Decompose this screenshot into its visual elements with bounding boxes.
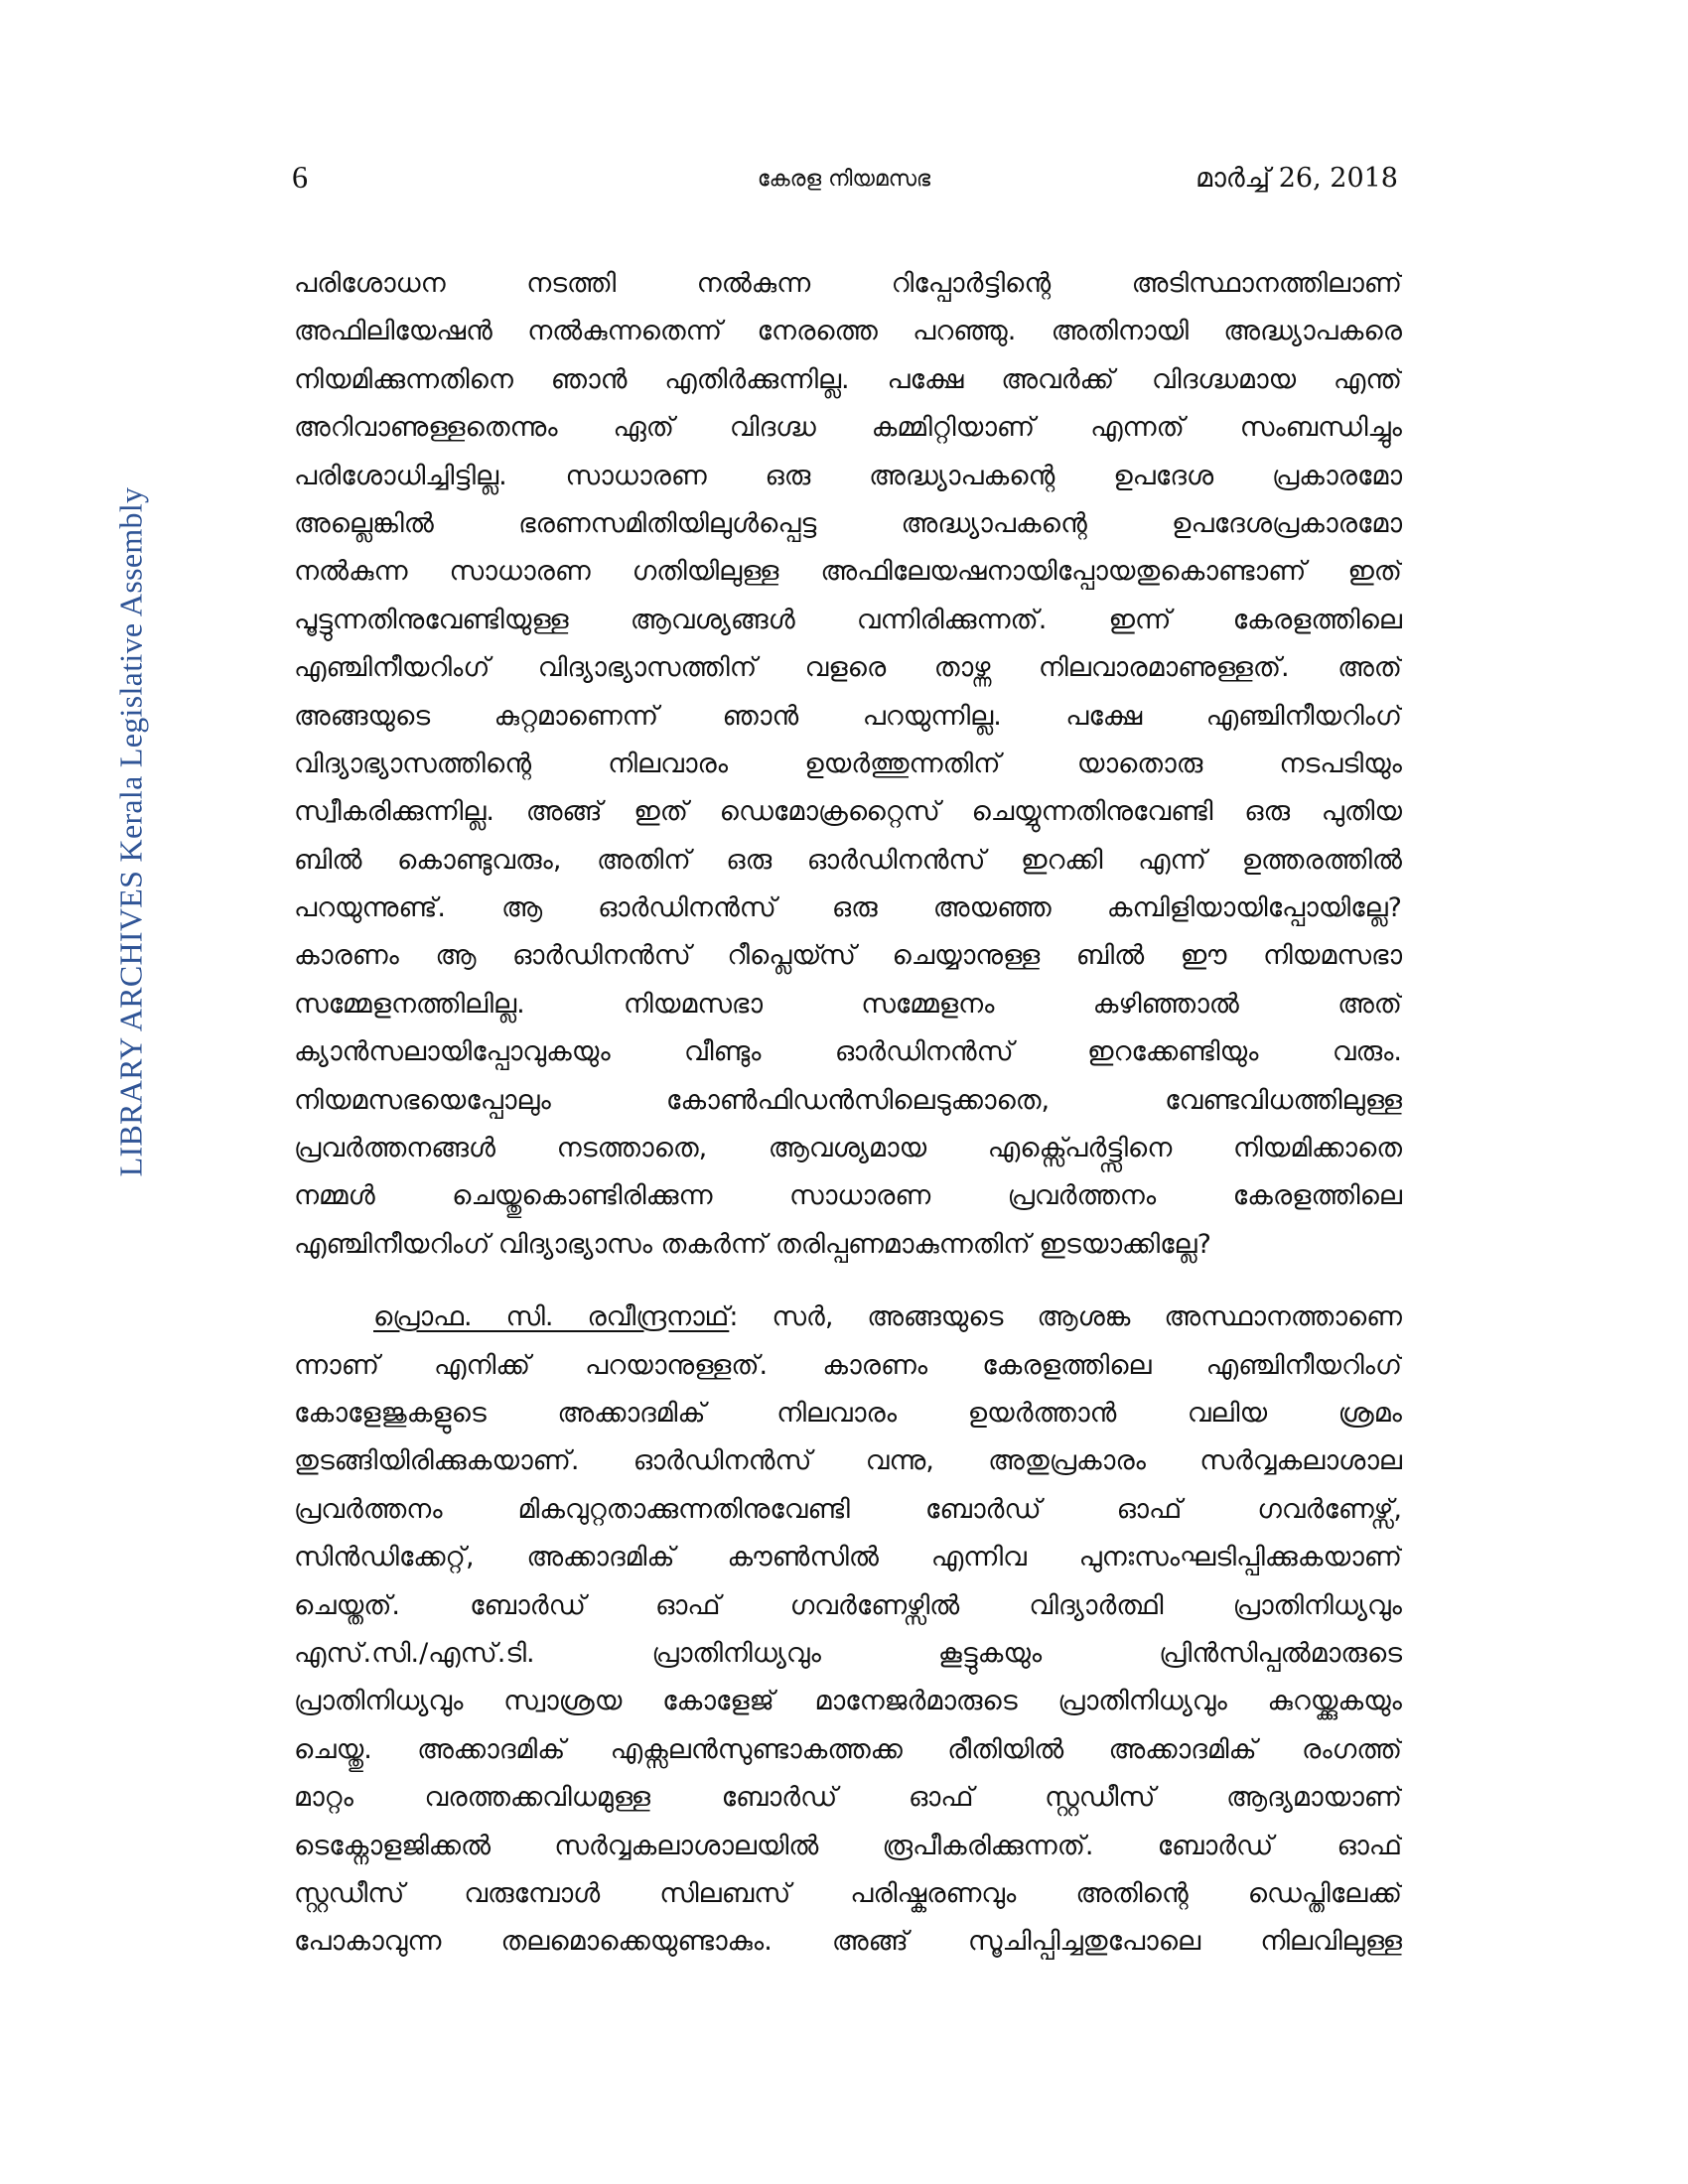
- text-line: അഫിലിയേഷൻ നൽകുന്നതെന്ന് നേരത്തെ പറഞ്ഞു. അതിനായി അദ്ധ്യാപകരെ: [294, 316, 1402, 347]
- page-number: 6: [292, 159, 308, 195]
- text-line: സിൻഡിക്കേറ്റ്, അക്കാദമിക് കൗൺസിൽ എന്നിവ പുനഃസംഘടിപ്പിക്കുകയാണ്: [294, 1542, 1402, 1573]
- text-line: നമ്മൾ ചെയ്തുകൊണ്ടിരിക്കുന്ന സാധാരണ പ്രവർത്തനം കേരളത്തിലെ: [294, 1180, 1402, 1212]
- text-line: ബിൽ കൊണ്ടുവരും, അതിന് ഒരു ഓർഡിനൻസ് ഇറക്കി എന്ന് ഉത്തരത്തിൽ: [294, 844, 1402, 876]
- speaker-line: [294, 1294, 1402, 1341]
- text-line: പോകാവുന്ന തലമൊക്കെയുണ്ടാകും. അങ്ങ് സൂചിപ്പിച്ചതുപോലെ നിലവിലുള്ള: [294, 1926, 1402, 1958]
- text-line: നിയമസഭയെപ്പോലും കോൺഫിഡൻസിലെടുക്കാതെ, വേണ്ടവിധത്തിലുള്ള: [294, 1084, 1402, 1116]
- text-line: ടെക്നോളജിക്കൽ സർവ്വകലാശാലയിൽ രൂപീകരിക്കുന്നത്. ബോർഡ് ഓഫ്: [294, 1830, 1402, 1861]
- text-line: വിദ്യാഭ്യാസത്തിന്റെ നിലവാരം ഉയർത്തുന്നതിന് യാതൊരു നടപടിയും: [294, 748, 1402, 779]
- watermark-text: LIBRARY ARCHIVES Kerala Legislative Assembly: [112, 486, 149, 1177]
- text-line: നൽകുന്ന സാധാരണ ഗതിയിലുള്ള അഫിലേയഷനായിപ്പോയതുകൊണ്ടാണ് ഇത്: [294, 556, 1402, 588]
- text-line: സ്വീകരിക്കുന്നില്ല. അങ്ങ് ഇത് ഡെമോക്രറ്റൈസ് ചെയ്യുന്നതിനുവേണ്ടി ഒരു പുതിയ: [294, 796, 1402, 828]
- text-line: പ്രാതിനിധ്യവും സ്വാശ്രയ കോളേജ് മാനേജർമാരുടെ പ്രാതിനിധ്യവും കുറയ്ക്കുകയും: [294, 1686, 1402, 1717]
- text-line: പരിശോധിച്ചിട്ടില്ല. സാധാരണ ഒരു അദ്ധ്യാപകന്റെ ഉപദേശ പ്രകാരമോ: [294, 460, 1402, 491]
- text-line: പറയുന്നുണ്ട്. ആ ഓർഡിനൻസ് ഒരു അയഞ്ഞ കമ്പിളിയായിപ്പോയില്ലേ?: [294, 892, 1402, 924]
- text-line: സ്റ്റഡീസ് വരുമ്പോൾ സിലബസ് പരിഷ്കരണവും അതിന്റെ ഡെപ്തിലേക്ക്: [294, 1877, 1402, 1909]
- text-line: കാരണം ആ ഓർഡിനൻസ് റീപ്ലെയ്സ് ചെയ്യാനുള്ള ബിൽ ഈ നിയമസഭാ: [294, 940, 1402, 972]
- text-line: ചെയ്തത്. ബോർഡ് ഓഫ് ഗവർണേഴ്സിൽ വിദ്യാർത്ഥി പ്രാതിനിധ്യവും: [294, 1589, 1402, 1621]
- text-line: മാറ്റം വരത്തക്കവിധമുള്ള ബോർഡ് ഓഫ് സ്റ്റഡീസ് ആദ്യമായാണ്: [294, 1782, 1402, 1814]
- text-line: സമ്മേളനത്തിലില്ല. നിയമസഭാ സമ്മേളനം കഴിഞ്ഞാൽ അത്: [294, 988, 1402, 1020]
- text-line: എഞ്ചിനീയറിംഗ് വിദ്യാഭ്യാസത്തിന് വളരെ താഴ്ന്ന നിലവാരമാണുള്ളത്. അത്: [294, 652, 1402, 684]
- text-line: നിയമിക്കുന്നതിനെ ഞാൻ എതിർക്കുന്നില്ല. പക്ഷേ അവർക്ക് വിദഗ്ദ്ധമായ എന്ത്: [294, 363, 1402, 395]
- text-line: തുടങ്ങിയിരിക്കുകയാണ്. ഓർഡിനൻസ് വന്നു, അതുപ്രകാരം സർവ്വകലാശാല: [294, 1445, 1402, 1477]
- body-text: [294, 260, 1402, 1967]
- text-line: ന്നാണ് എനിക്ക് പറയാനുള്ളത്. കാരണം കേരളത്തിലെ എഞ്ചിനീയറിംഗ്: [294, 1349, 1402, 1381]
- paragraph-1: [294, 260, 1402, 1269]
- text-line: പരിശോധന നടത്തി നൽകുന്ന റിപ്പോർട്ടിന്റെ അടിസ്ഥാനത്തിലാണ്: [294, 268, 1402, 299]
- text-line: എസ്.സി./എസ്.ടി. പ്രാതിനിധ്യവും കൂട്ടുകയും പ്രിൻസിപ്പൽമാരുടെ: [294, 1637, 1402, 1669]
- text-line: എഞ്ചിനീയറിംഗ് വിദ്യാഭ്യാസം തകർന്ന് തരിപ്പണമാകുന്നതിന് ഇടയാക്കില്ലേ?: [294, 1228, 1211, 1260]
- text-line: കോളേജുകളുടെ അക്കാദമിക് നിലവാരം ഉയർത്താൻ വലിയ ശ്രമം: [294, 1397, 1402, 1429]
- text-line: പ്രവർത്തനങ്ങൾ നടത്താതെ, ആവശ്യമായ എക്സ്പെർട്ട്സിനെ നിയമിക്കാതെ: [294, 1133, 1402, 1164]
- text-line: പ്രവർത്തനം മികവുറ്റതാക്കുന്നതിനുവേണ്ടി ബോർഡ് ഓഫ് ഗവർണേഴ്സ്,: [294, 1493, 1402, 1525]
- speaker-line-text: : സർ, അങ്ങയുടെ ആശങ്ക അസ്ഥാനത്താണെ: [729, 1301, 1402, 1333]
- text-line: ചെയ്തു. അക്കാദമിക് എക്സലൻസുണ്ടാകത്തക്ക രീതിയിൽ അക്കാദമിക് രംഗത്ത്: [294, 1733, 1402, 1765]
- speaker-name: പ്രൊഫ. സി. രവീന്ദ്രനാഥ്: [373, 1301, 730, 1333]
- page-date: മാർച്ച് 26, 2018: [1196, 163, 1398, 194]
- text-line: അങ്ങയുടെ കുറ്റമാണെന്ന് ഞാൻ പറയുന്നില്ല. പക്ഷേ എഞ്ചിനീയറിംഗ്: [294, 700, 1402, 732]
- text-line: അല്ലെങ്കിൽ ഭരണസമിതിയിലുൾപ്പെട്ട അദ്ധ്യാപകന്റെ ഉപദേശപ്രകാരമോ: [294, 507, 1402, 539]
- text-line: അറിവാണുള്ളതെന്നും ഏത് വിദഗ്ദ്ധ കമ്മിറ്റിയാണ് എന്നത് സംബന്ധിച്ചും: [294, 412, 1402, 444]
- paragraph-2: [294, 1294, 1402, 1966]
- text-line: ക്യാൻസലായിപ്പോവുകയും വീണ്ടും ഓർഡിനൻസ് ഇറക്കേണ്ടിയും വരും.: [294, 1036, 1402, 1068]
- text-line: പൂട്ടുന്നതിനുവേണ്ടിയുള്ള ആവശ്യങ്ങൾ വന്നിരിക്കുന്നത്. ഇന്ന് കേരളത്തിലെ: [294, 604, 1402, 635]
- running-head: കേരള നിയമസഭ: [757, 167, 931, 192]
